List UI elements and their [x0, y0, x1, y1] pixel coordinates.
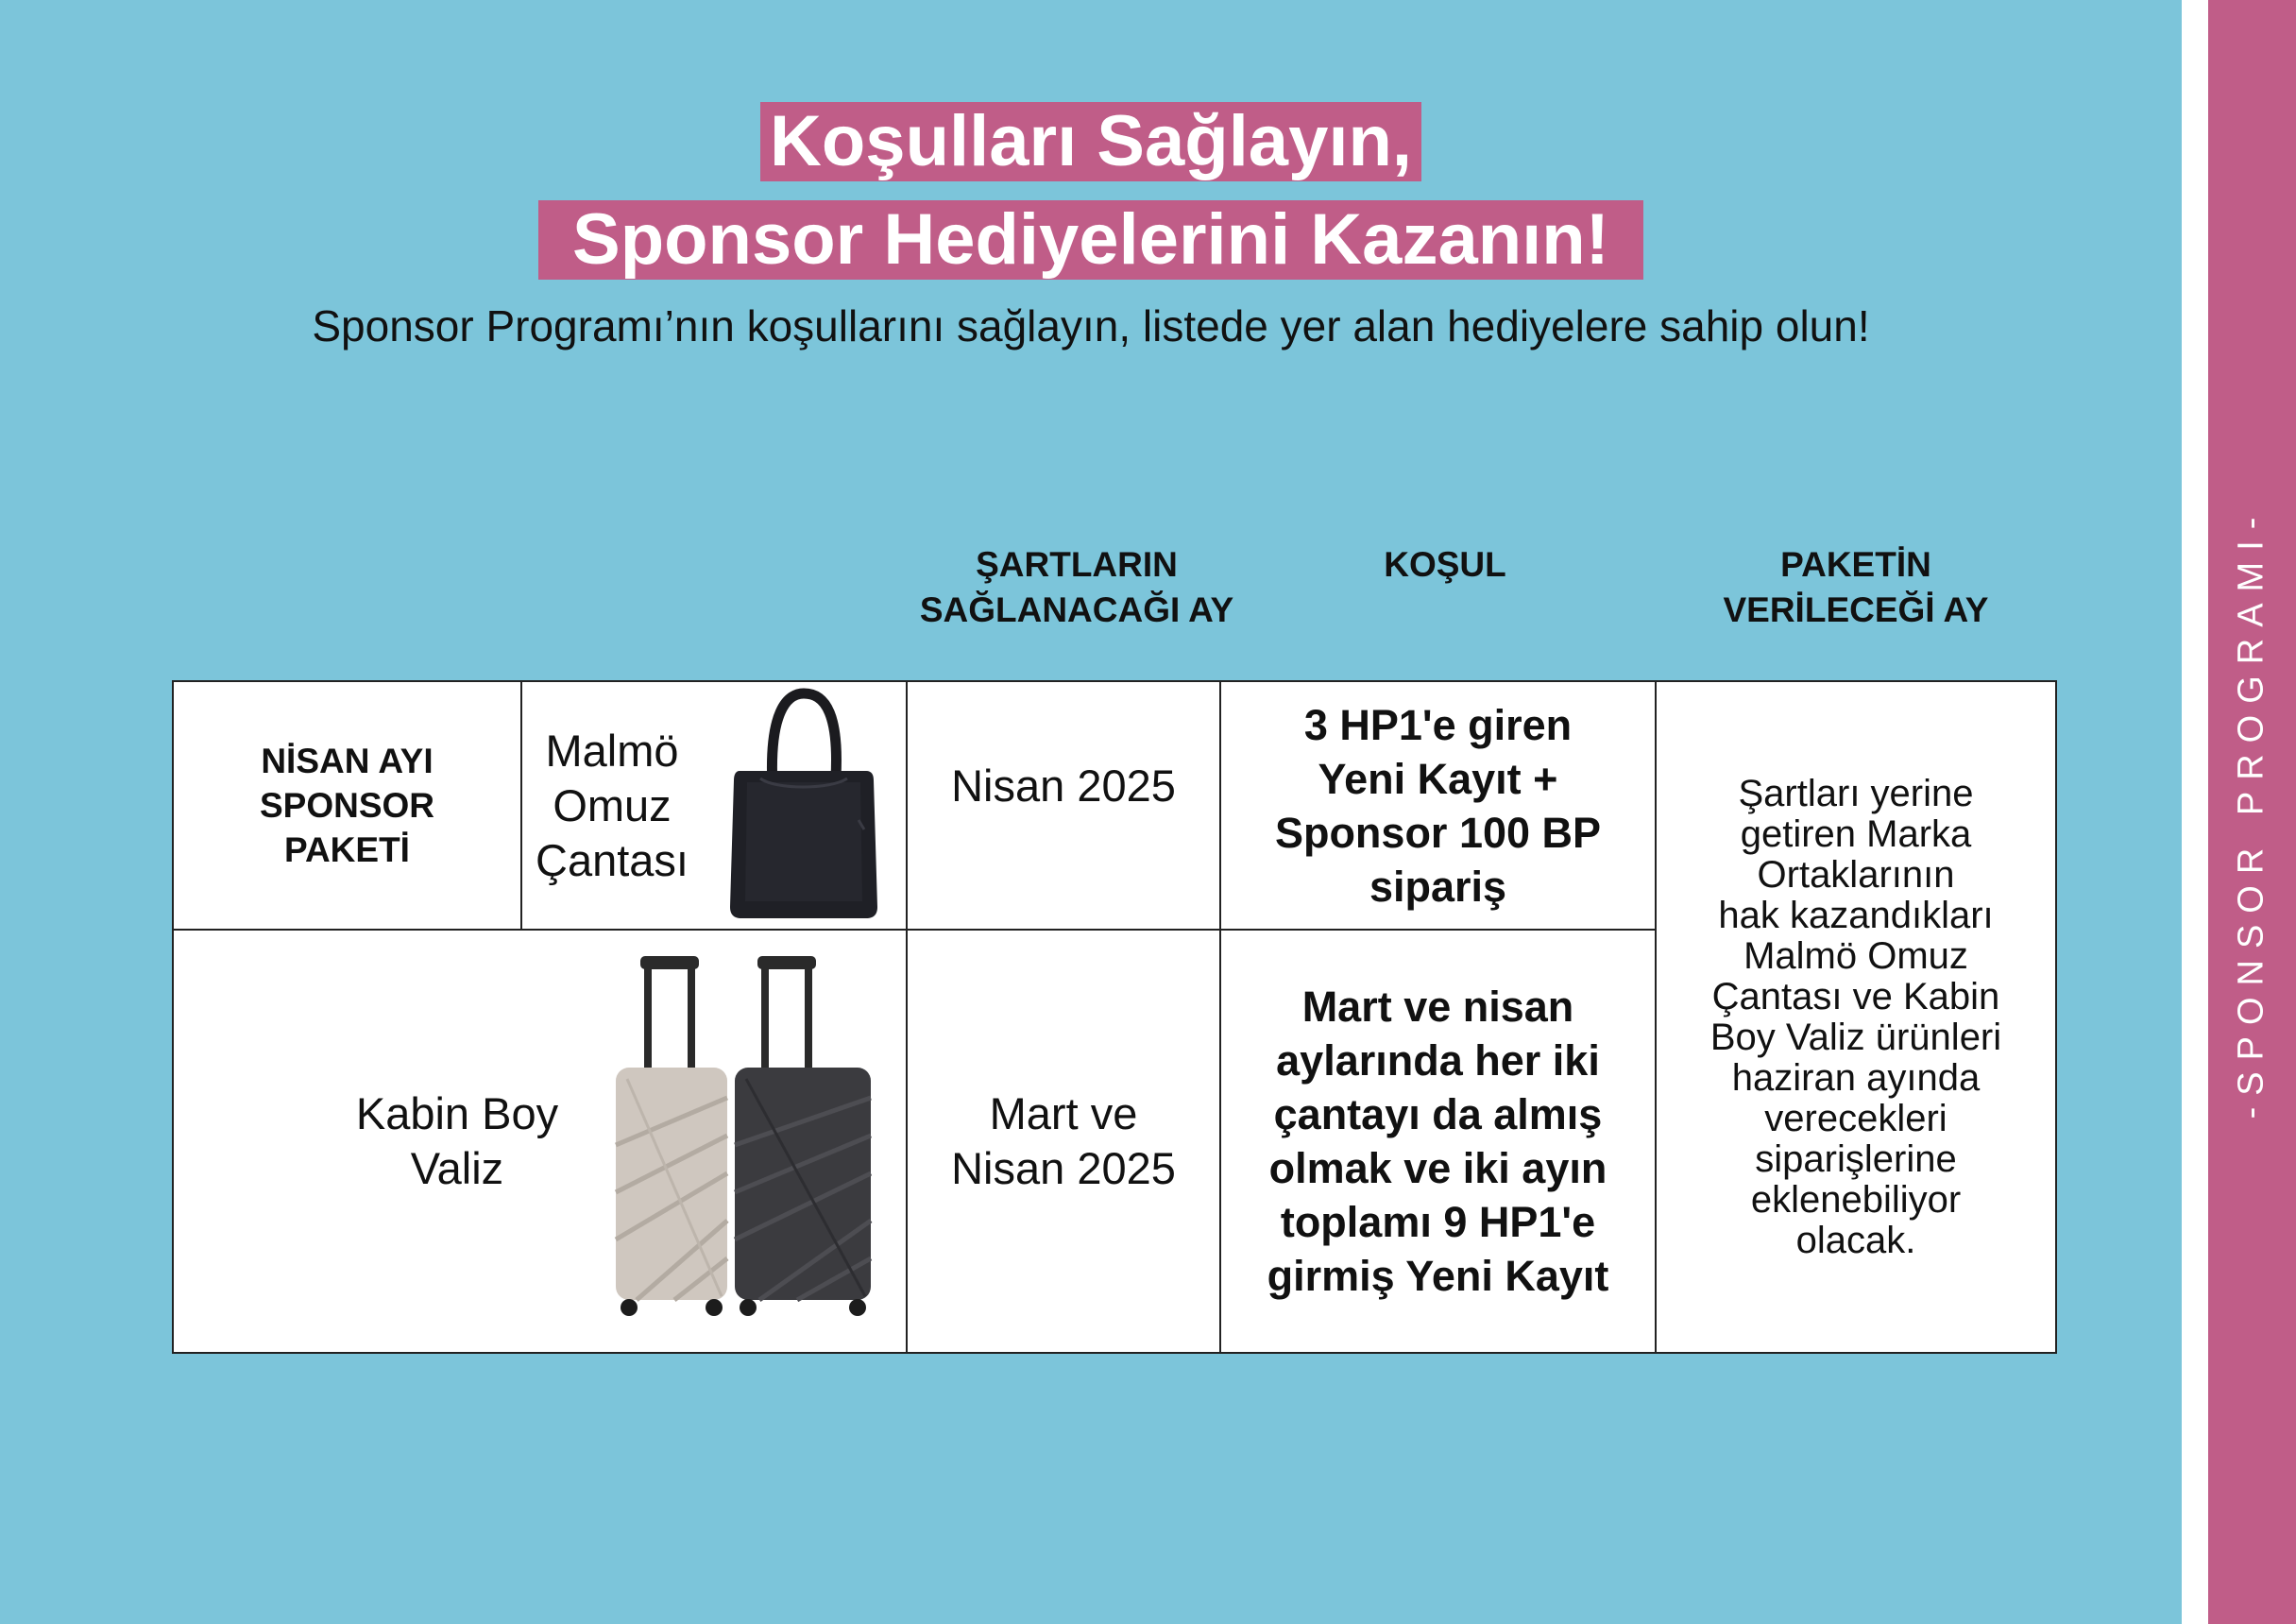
condition-bag-line-1: 3 HP1'e giren [1303, 700, 1573, 749]
delivery-line: Çantası ve Kabin [1711, 975, 2000, 1017]
column-header-condition-text: KOŞUL [1384, 545, 1506, 584]
delivery-line: siparişlerine [1755, 1137, 1957, 1180]
delivery-line: eklenebiliyor [1750, 1178, 1962, 1221]
month-suitcase-line-2: Nisan 2025 [951, 1143, 1176, 1193]
product-name-bag-line-3: Çantası [536, 834, 689, 885]
month-suitcase-line-1: Mart ve [989, 1088, 1138, 1138]
headline-line-1: Koşulları Sağlayın, [760, 102, 1421, 181]
condition-bag-line-4: sipariş [1369, 862, 1507, 911]
product-name-bag-line-1: Malmö [545, 725, 679, 776]
suitcase-pair-image [608, 956, 882, 1325]
delivery-line: hak kazandıkları [1718, 894, 1994, 936]
headline-line-1-wrapper [0, 102, 2182, 181]
package-label-line-3: PAKETİ [284, 830, 410, 869]
delivery-line: Malmö Omuz [1743, 934, 1968, 977]
delivery-line: haziran ayında [1731, 1056, 1981, 1099]
product-name-suitcase-line-1: Kabin Boy [355, 1088, 559, 1138]
delivery-month-cell [1657, 682, 2055, 1352]
delivery-line: Şartları yerine [1738, 772, 1974, 814]
delivery-line: olacak. [1795, 1219, 1916, 1261]
delivery-line: verecekleri [1764, 1097, 1947, 1139]
condition-bag-line-2: Yeni Kayıt + [1318, 754, 1558, 803]
package-label-line-2: SPONSOR [259, 786, 435, 825]
condition-suitcase-line-2: aylarında her iki [1276, 1036, 1600, 1085]
package-label-line-1: NİSAN AYI [261, 742, 434, 780]
condition-suitcase-line-5: toplamı 9 HP1'e [1280, 1198, 1596, 1246]
column-header-month [905, 542, 1249, 633]
delivery-line: Boy Valiz ürünleri [1709, 1016, 2002, 1058]
side-divider [2182, 0, 2208, 1624]
product-name-suitcase [334, 931, 580, 1352]
product-name-suitcase-line-2: Valiz [410, 1143, 504, 1193]
condition-suitcase-line-1: Mart ve nisan [1301, 983, 1574, 1031]
column-header-month-line-1: ŞARTLARIN [976, 545, 1178, 584]
condition-suitcase-line-4: olmak ve iki ayın [1268, 1144, 1607, 1192]
column-header-delivery-line-1: PAKETİN [1780, 545, 1931, 584]
subtitle: Sponsor Programı’nın koşullarını sağlayın, listede yer alan hediyelere sahip olun! [312, 301, 1870, 350]
condition-cell-bag [1221, 682, 1655, 929]
shoulder-bag-image [719, 688, 887, 924]
column-header-condition [1218, 542, 1672, 588]
condition-suitcase-line-3: çantayı da almış [1273, 1090, 1603, 1138]
delivery-line: Ortaklarının [1757, 853, 1955, 896]
column-header-month-line-2: SAĞLANACAĞI AY [919, 590, 1234, 629]
product-name-bag-line-2: Omuz [553, 779, 672, 830]
headline-line-2: Sponsor Hediyelerini Kazanın! [538, 200, 1643, 280]
package-label-cell [174, 682, 520, 929]
condition-bag-line-3: Sponsor 100 BP [1274, 808, 1602, 857]
month-cell-bag [908, 682, 1219, 890]
sponsor-package-table [172, 680, 2057, 1354]
month-bag-line-1: Nisan 2025 [951, 761, 1176, 811]
column-header-delivery-line-2: VERİLECEĞİ AY [1723, 590, 1989, 629]
headline-line-2-wrapper [0, 200, 2182, 280]
condition-suitcase-line-6: girmiş Yeni Kayıt [1267, 1252, 1609, 1300]
column-header-delivery [1655, 542, 2057, 633]
side-label: -SPONSOR PROGRAMI- [2231, 505, 2271, 1120]
delivery-line: getiren Marka [1740, 812, 1972, 855]
condition-cell-suitcase [1221, 931, 1655, 1352]
month-cell-suitcase [908, 931, 1219, 1352]
product-name-bag [522, 682, 702, 929]
